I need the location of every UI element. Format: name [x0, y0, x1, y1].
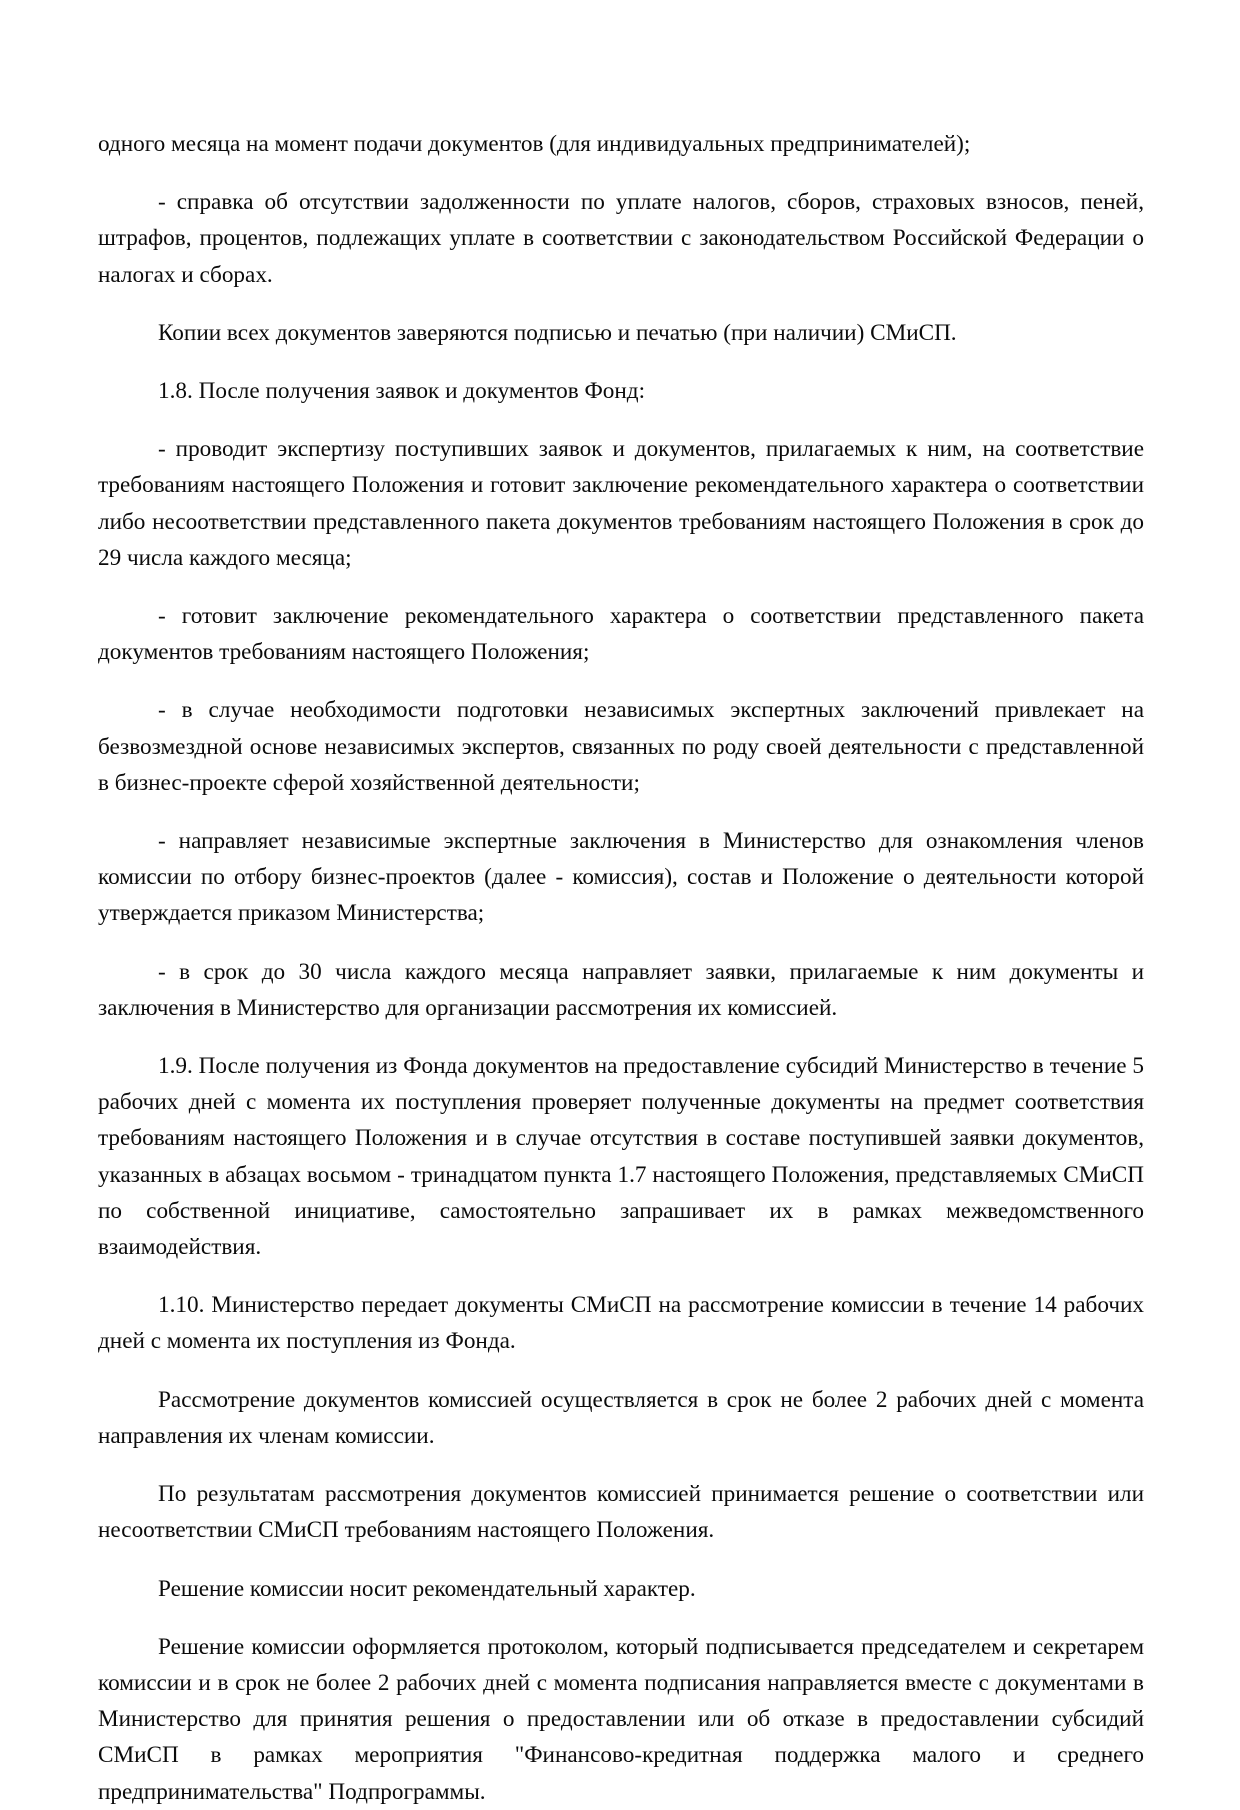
p-1-8-item-5: - в срок до 30 числа каждого месяца направляет заявки, прилагаемые к ним документы и заключения в Министерство для организации рассмотрения их комиссией. [98, 958, 1144, 1021]
p-1-8-item-4: - направляет независимые экспертные заключения в Министерство для ознакомления членов комиссии по отбору бизнес-проектов (далее - комиссия), состав и Положение о деятельности которой утверждается приказом Министерства; [98, 828, 1144, 927]
p-1-8-item-2: - готовит заключение рекомендательного характера о соответствии представленного пакета документов требованиям настоящего Положения; [98, 603, 1144, 666]
p-1-9: 1.9. После получения из Фонда документов на предоставление субсидий Министерство в течение 5 рабочих дней с момента их поступления проверяет полученные документы на предмет соответствия требованиям настоящего Положения и в случае отсутствия в составе поступившей заявки документов, указанных в абзацах восьмом - тринадцатом пункта 1.7 настоящего Положения, представляемых СМиСП по собственной инициативе, самостоятельно запрашивает их в рамках межведомственного взаимодействия. [98, 1053, 1144, 1261]
p-decision-result: По результатам рассмотрения документов комиссией принимается решение о соответствии или несоответствии СМиСП требованиям настоящего Положения. [98, 1481, 1144, 1544]
p-protocol: Решение комиссии оформляется протоколом, который подписывается председателем и секретарем комиссии и в срок не более 2 рабочих дней с момента подписания направляется вместе с документами в Министерство для принятия решения о предоставлении или об отказе в предоставлении субсидий СМиСП в рамках мероприятия "Финансово-кредитная поддержка малого и среднего предпринимательства" Подпрограммы. [98, 1633, 1144, 1805]
p-1-8-item-1: - проводит экспертизу поступивших заявок и документов, прилагаемых к ним, на соответствие требованиям настоящего Положения и готовит заключение рекомендательного характера о соответствии либо несоответствии представленного пакета документов требованиям настоящего Положения в срок до 29 числа каждого месяца; [98, 436, 1144, 571]
p-decision-advisory: Решение комиссии носит рекомендательный характер. [158, 1575, 696, 1602]
p-copies-certified: Копии всех документов заверяются подписью и печатью (при наличии) СМиСП. [158, 319, 957, 346]
p-review-term: Рассмотрение документов комиссией осуществляется в срок не более 2 рабочих дней с момента направления их членам комиссии. [98, 1386, 1144, 1449]
document-body [98, 126, 1144, 1810]
p-1-8-heading: 1.8. После получения заявок и документов Фонд: [158, 378, 646, 405]
p-1-8-item-3: - в случае необходимости подготовки независимых экспертных заключений привлекает на безвозмездной основе независимых экспертов, связанных по роду своей деятельности с представленной в бизнес-проекте сферой хозяйственной деятельности; [98, 697, 1144, 796]
p-tax-certificate: - справка об отсутствии задолженности по уплате налогов, сборов, страховых взносов, пеней, штрафов, процентов, подлежащих уплате в соответствии с законодательством Российской Федерации о налогах и сборах. [98, 189, 1144, 288]
p-continuation: одного месяца на момент подачи документов (для индивидуальных предпринимателей); [98, 131, 971, 157]
p-1-10: 1.10. Министерство передает документы СМиСП на рассмотрение комиссии в течение 14 рабочих дней с момента их поступления из Фонда. [98, 1292, 1144, 1355]
